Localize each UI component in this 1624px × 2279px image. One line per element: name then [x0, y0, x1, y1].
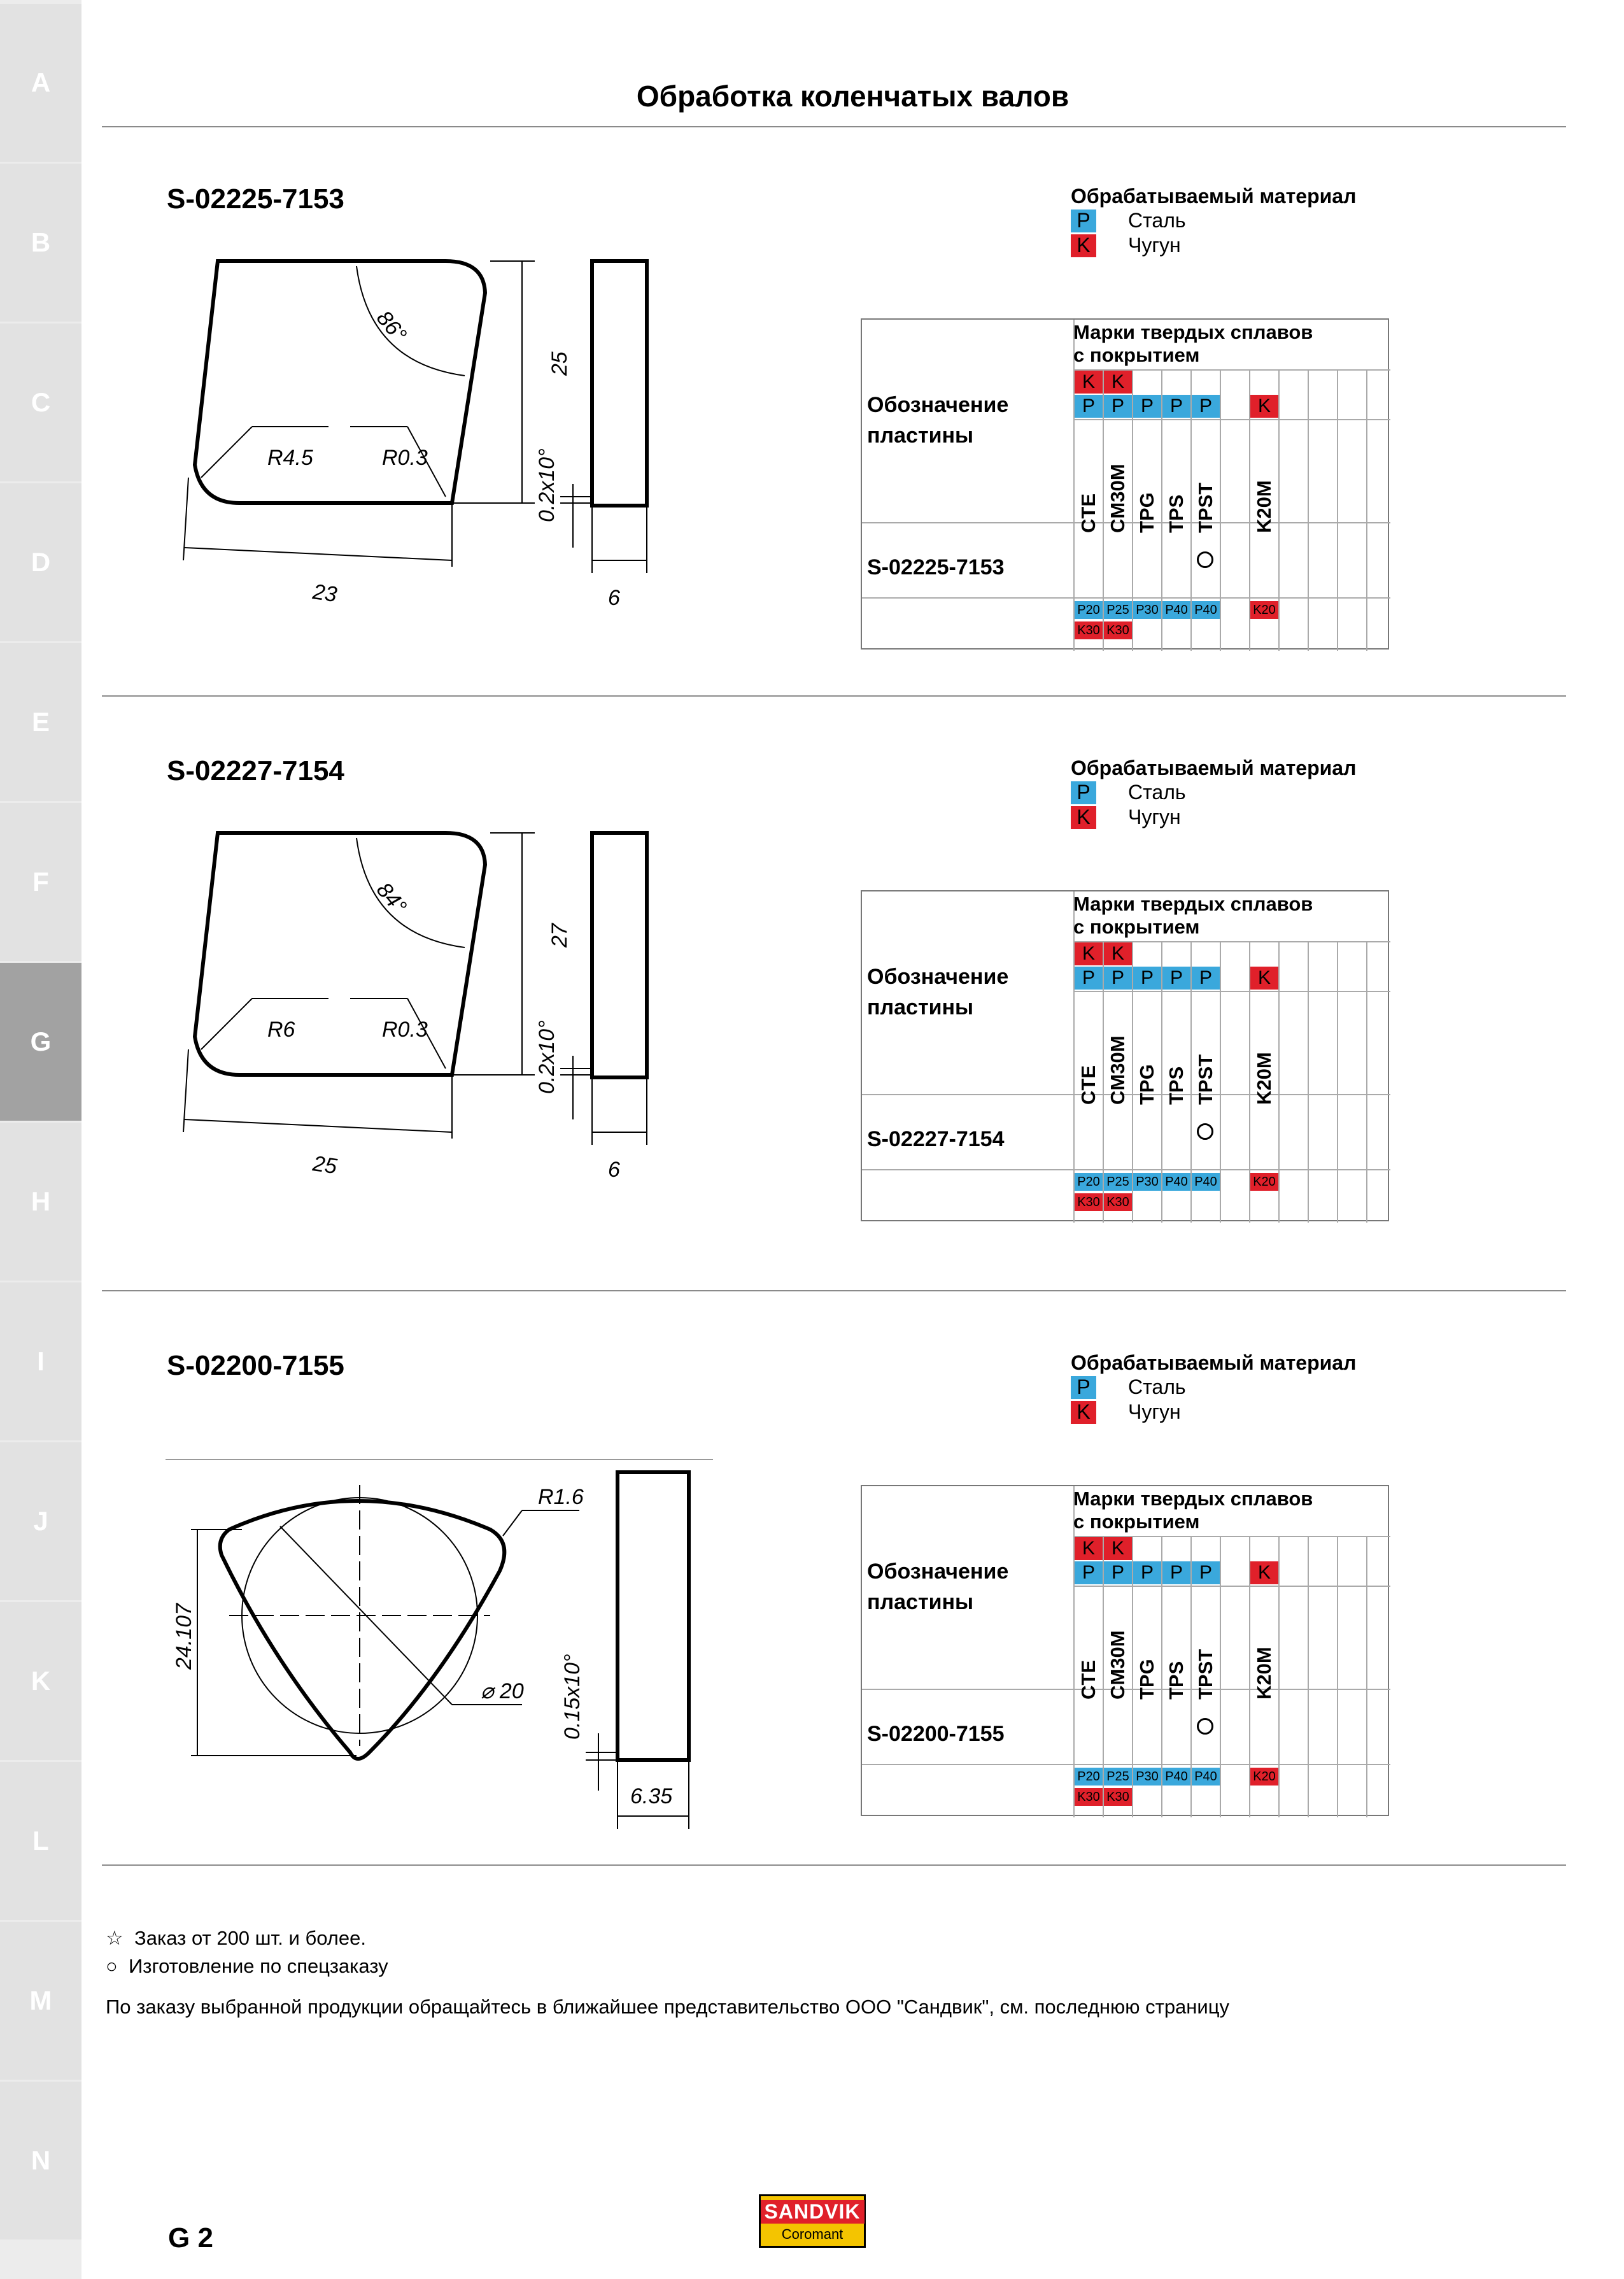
table-header: Марки твердых сплавов с покрытием	[1073, 1487, 1313, 1533]
iso-code: P30	[1133, 601, 1161, 619]
iso-code: K30	[1104, 1193, 1132, 1211]
side-tab-f[interactable]: F	[0, 803, 81, 961]
side-tab-d[interactable]: D	[0, 483, 81, 641]
iso-code: P25	[1104, 1173, 1132, 1191]
grid-line	[1308, 941, 1309, 1223]
grade-table	[861, 890, 1389, 1221]
thickness-label: 6	[608, 586, 620, 610]
iso-code: P25	[1104, 601, 1132, 619]
width-label: 25	[311, 1151, 339, 1179]
notes	[106, 1924, 388, 1980]
radius-right-label: R0.3	[382, 446, 428, 470]
material-code: K	[1071, 234, 1096, 257]
iso-code: P40	[1192, 601, 1220, 619]
material-mark-p: P	[1162, 1561, 1190, 1584]
grade-label: K20M	[1253, 480, 1275, 533]
material-code: K	[1071, 806, 1096, 829]
grade-label: CM30M	[1106, 1035, 1129, 1105]
iso-code: P40	[1162, 1768, 1190, 1786]
iso-code: K30	[1075, 621, 1103, 639]
legend-heading: Обрабатываемый материал	[1071, 756, 1357, 779]
material-mark-k: K	[1104, 1537, 1132, 1560]
row-designation: S-02200-7155	[867, 1722, 1005, 1746]
iso-code: K30	[1104, 621, 1132, 639]
grid-line	[1220, 941, 1221, 1223]
iso-code: P30	[1133, 1173, 1161, 1191]
designation-header: Обозначение пластины	[867, 393, 1009, 448]
chamfer-label: 0.2x10°	[535, 1020, 559, 1094]
legend-heading: Обрабатываемый материал	[1071, 1351, 1357, 1374]
side-tab-c[interactable]: C	[0, 323, 81, 481]
iso-code: K30	[1075, 1193, 1103, 1211]
grid-line	[1278, 941, 1280, 1223]
material-mark-p: P	[1162, 395, 1190, 418]
technical-drawing	[166, 1409, 738, 1854]
grid-line	[1366, 369, 1367, 651]
grid-line	[1337, 941, 1338, 1223]
radius-right-label: R0.3	[382, 1018, 428, 1042]
grade-label: TPST	[1194, 1649, 1217, 1700]
side-tab-b[interactable]: B	[0, 164, 81, 322]
angle-label: 86°	[371, 306, 412, 347]
page-title: Обработка коленчатых валов	[636, 80, 1070, 113]
material-name: Сталь	[1128, 209, 1186, 232]
grid-line	[1278, 1536, 1280, 1817]
thickness-label: 6	[608, 1158, 620, 1182]
special-order-mark	[1197, 1718, 1213, 1735]
height-label: 24.107	[172, 1603, 196, 1670]
grade-table	[861, 1485, 1389, 1816]
grid-line	[1220, 369, 1221, 651]
material-mark-p: P	[1133, 1561, 1161, 1584]
grid-line	[1366, 1536, 1367, 1817]
grade-table	[861, 318, 1389, 650]
designation-header: Обозначение пластины	[867, 965, 1009, 1019]
logo-line1: SANDVIK	[761, 2200, 865, 2224]
grid-line	[1308, 369, 1309, 651]
radius-left-label: R6	[267, 1018, 295, 1042]
iso-code: K20	[1250, 1173, 1278, 1191]
material-code: P	[1071, 1376, 1096, 1399]
material-mark-k: K	[1075, 1537, 1103, 1560]
legend-item	[1071, 805, 1356, 830]
material-code: P	[1071, 209, 1096, 232]
grid-line	[1073, 419, 1390, 420]
material-mark-p: P	[1133, 395, 1161, 418]
material-mark-p: P	[1104, 1561, 1132, 1584]
material-code: K	[1071, 1401, 1096, 1424]
sandvik-logo	[759, 2194, 866, 2248]
grid-line	[1073, 991, 1390, 992]
material-mark-p: P	[1192, 967, 1220, 990]
grid-line	[1220, 1536, 1221, 1817]
material-mark-k: K	[1250, 967, 1278, 990]
iso-code: K20	[1250, 1768, 1278, 1786]
material-mark-k: K	[1250, 1561, 1278, 1584]
iso-code: K30	[1075, 1788, 1103, 1806]
grid-line	[1073, 1586, 1390, 1587]
insert-title: S-02227-7154	[167, 755, 344, 786]
material-mark-k: K	[1075, 942, 1103, 965]
material-legend	[1071, 185, 1356, 258]
chamfer-label: 0.15x10°	[560, 1654, 584, 1740]
angle-label: 84°	[371, 877, 412, 919]
grid-line	[1337, 1536, 1338, 1817]
grade-label: TPS	[1165, 1066, 1187, 1105]
material-name: Чугун	[1128, 234, 1181, 257]
side-tab-a[interactable]: A	[0, 4, 81, 162]
legend-item	[1071, 780, 1356, 805]
material-code: P	[1071, 781, 1096, 804]
section-divider	[102, 1290, 1566, 1291]
iso-code: P40	[1192, 1173, 1220, 1191]
grade-label: TPST	[1194, 1054, 1217, 1105]
special-order-mark	[1197, 551, 1213, 568]
iso-code: P20	[1075, 1768, 1103, 1786]
legend-item	[1071, 208, 1356, 233]
material-mark-p: P	[1104, 967, 1132, 990]
iso-code: P40	[1162, 601, 1190, 619]
material-mark-k: K	[1075, 371, 1103, 394]
note-order: ☆ Заказ от 200 шт. и более.	[106, 1927, 366, 1949]
material-mark-p: P	[1075, 967, 1103, 990]
iso-code: P40	[1162, 1173, 1190, 1191]
material-mark-p: P	[1133, 967, 1161, 990]
chamfer-label: 0.2x10°	[535, 448, 559, 522]
material-mark-p: P	[1192, 1561, 1220, 1584]
grade-label: K20M	[1253, 1052, 1275, 1105]
material-mark-p: P	[1162, 967, 1190, 990]
grid-line	[1278, 369, 1280, 651]
radius-left-label: R4.5	[267, 446, 313, 470]
side-tab-j[interactable]: J	[0, 1442, 81, 1600]
iso-code: P30	[1133, 1768, 1161, 1786]
side-tab-g[interactable]: G	[0, 963, 81, 1121]
designation-header: Обозначение пластины	[867, 1559, 1009, 1614]
iso-code: P20	[1075, 601, 1103, 619]
insert-title: S-02225-7153	[167, 183, 344, 215]
thickness-label: 6.35	[630, 1784, 673, 1808]
grade-label: CTE	[1077, 1660, 1099, 1700]
grade-label: CM30M	[1106, 1630, 1129, 1700]
side-tab-e[interactable]: E	[0, 643, 81, 801]
insert-section	[0, 699, 1624, 1272]
technical-drawing	[166, 814, 738, 1260]
material-mark-p: P	[1075, 1561, 1103, 1584]
side-tab-h[interactable]: H	[0, 1123, 81, 1281]
material-mark-p: P	[1075, 395, 1103, 418]
note-special: ○ Изготовление по спецзаказу	[106, 1955, 388, 1977]
grade-label: TPG	[1136, 1064, 1158, 1105]
grade-label: CTE	[1077, 1065, 1099, 1105]
grade-label: CM30M	[1106, 464, 1129, 533]
height-label: 25	[547, 351, 572, 376]
iso-code: P40	[1192, 1768, 1220, 1786]
table-header: Марки твердых сплавов с покрытием	[1073, 893, 1313, 938]
table-header: Марки твердых сплавов с покрытием	[1073, 321, 1313, 366]
radius-label: R1.6	[538, 1485, 584, 1509]
material-legend	[1071, 756, 1356, 830]
row-designation: S-02227-7154	[867, 1127, 1005, 1151]
material-mark-k: K	[1250, 395, 1278, 418]
technical-drawing	[166, 242, 738, 688]
legend-item	[1071, 233, 1356, 258]
legend-item	[1071, 1400, 1356, 1424]
grade-label: CTE	[1077, 493, 1099, 533]
material-mark-k: K	[1104, 942, 1132, 965]
height-label: 27	[547, 923, 572, 948]
material-name: Сталь	[1128, 1375, 1186, 1398]
material-name: Чугун	[1128, 1400, 1181, 1423]
grade-label: TPS	[1165, 1661, 1187, 1700]
material-name: Чугун	[1128, 806, 1181, 828]
iso-code: P20	[1075, 1173, 1103, 1191]
side-tab-m[interactable]: M	[0, 1922, 81, 2080]
grid-line	[862, 597, 1390, 599]
insert-section	[0, 127, 1624, 700]
grid-line	[1337, 369, 1338, 651]
iso-code: P25	[1104, 1768, 1132, 1786]
grid-line	[862, 1169, 1390, 1170]
diameter-label: ⌀ 20	[481, 1679, 524, 1703]
material-legend	[1071, 1351, 1356, 1424]
grid-line	[1308, 1536, 1309, 1817]
iso-code: K20	[1250, 601, 1278, 619]
legend-item	[1071, 1375, 1356, 1400]
side-tab-k[interactable]: K	[0, 1602, 81, 1760]
page-number: G 2	[168, 2222, 213, 2254]
material-mark-k: K	[1104, 371, 1132, 394]
side-tab-i[interactable]: I	[0, 1282, 81, 1440]
grid-line	[1366, 941, 1367, 1223]
iso-code: K30	[1104, 1788, 1132, 1806]
side-tab-n[interactable]: N	[0, 2082, 81, 2240]
material-mark-p: P	[1104, 395, 1132, 418]
material-name: Сталь	[1128, 781, 1186, 804]
insert-title: S-02200-7155	[167, 1350, 344, 1381]
material-mark-p: P	[1192, 395, 1220, 418]
row-designation: S-02225-7153	[867, 555, 1005, 579]
width-label: 23	[311, 579, 339, 607]
grade-label: K20M	[1253, 1647, 1275, 1700]
contact-note: По заказу выбранной продукции обращайтесь в ближайшее представительство ООО "Сандвик", см. последнюю страницу	[106, 1996, 1229, 2018]
grade-label: TPG	[1136, 1659, 1158, 1700]
side-tab-l[interactable]: L	[0, 1762, 81, 1920]
legend-heading: Обрабатываемый материал	[1071, 185, 1357, 208]
special-order-mark	[1197, 1123, 1213, 1140]
grade-label: TPST	[1194, 482, 1217, 533]
grade-label: TPG	[1136, 492, 1158, 533]
grade-label: TPS	[1165, 494, 1187, 533]
logo-line2: Coromant	[781, 2226, 844, 2242]
grid-line	[862, 1764, 1390, 1765]
insert-section	[0, 1294, 1624, 1867]
